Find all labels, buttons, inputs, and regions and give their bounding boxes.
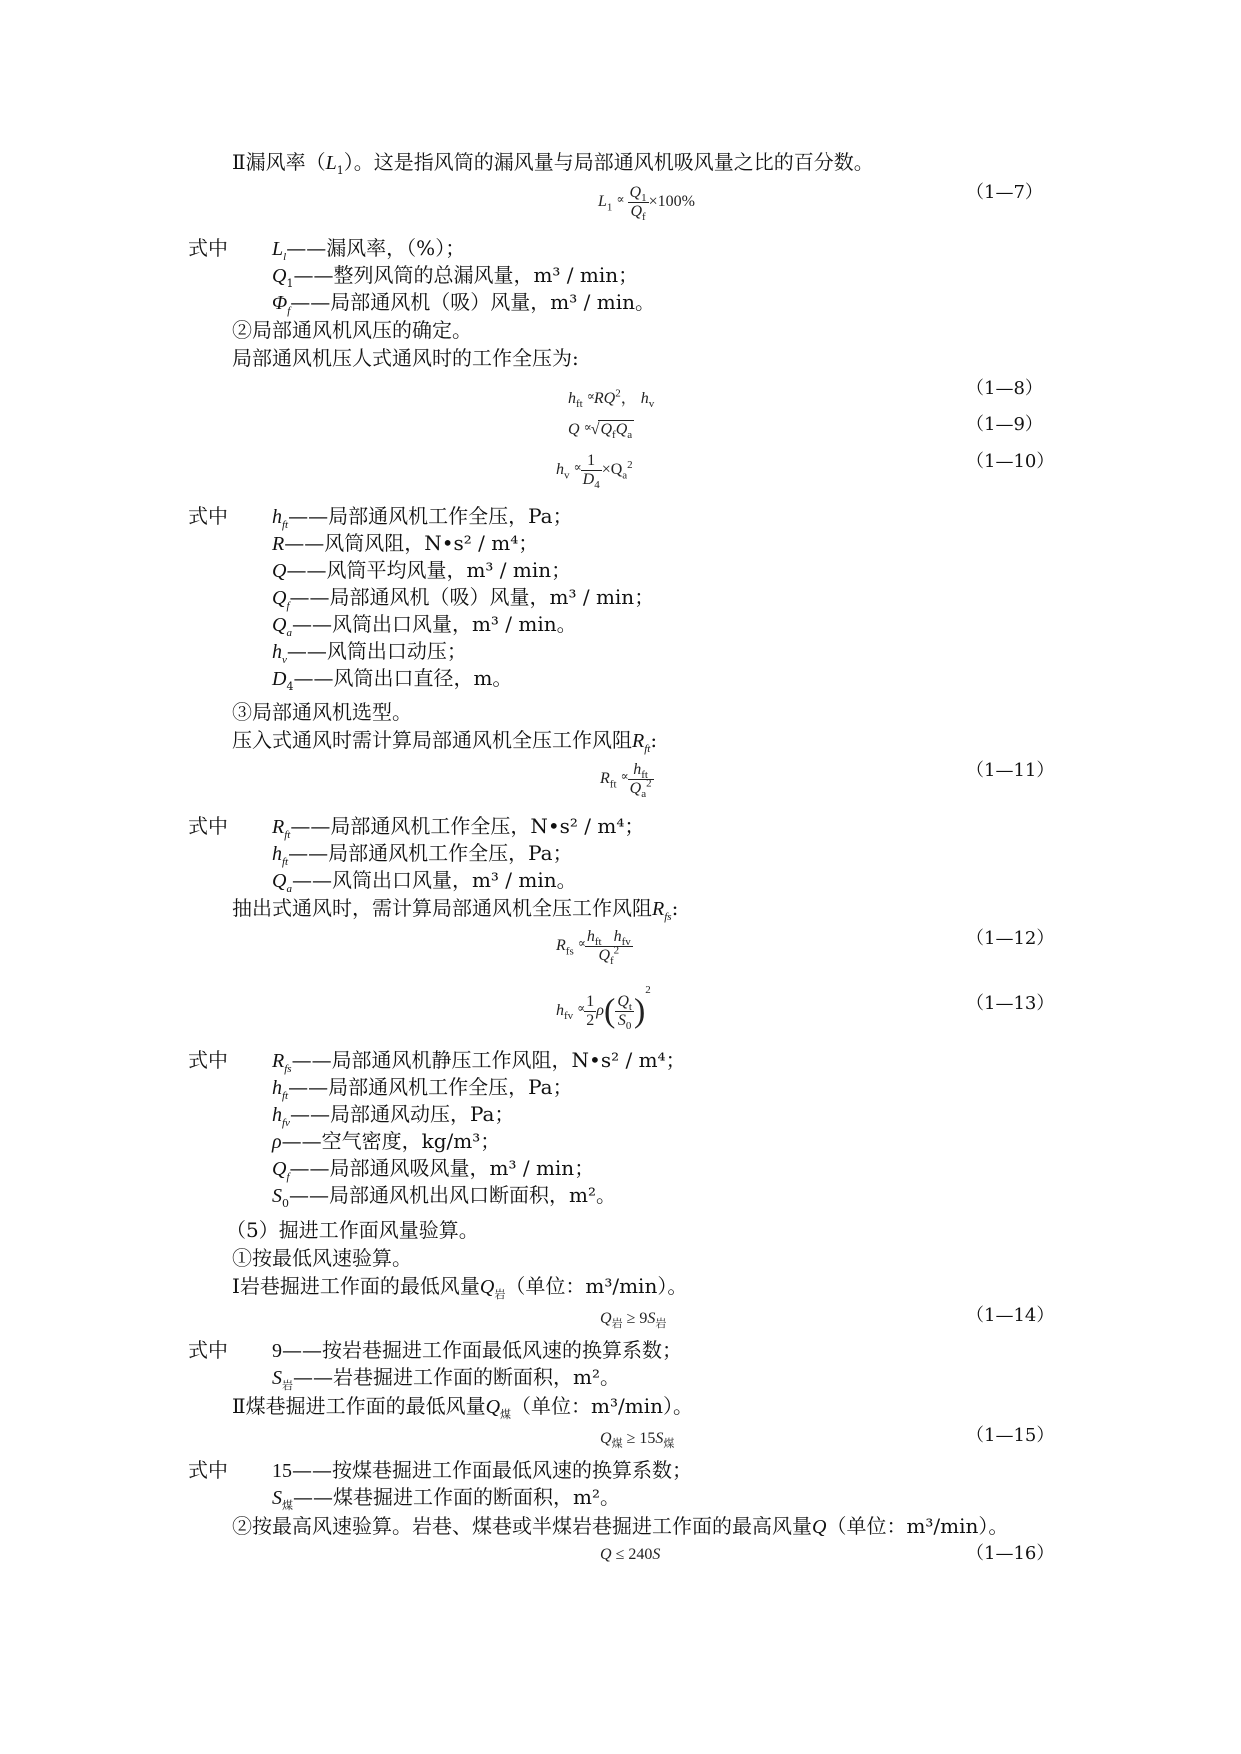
definition-symbol: Q bbox=[272, 870, 287, 892]
definition-symbol: h bbox=[272, 1104, 282, 1126]
definition-text: ——局部通风机工作全压，Pa； bbox=[288, 504, 573, 528]
paragraph-rock-min: Ⅰ岩巷掘进工作面的最低风量$Q_岩$（单位：m³/min）。 bbox=[232, 1274, 688, 1301]
definition-subscript: v bbox=[282, 654, 287, 666]
definition-item bbox=[272, 1129, 500, 1154]
paragraph-forced-ventilation: 局部通风机压人式通风时的工作全压为: bbox=[232, 346, 579, 370]
definition-item bbox=[272, 612, 577, 637]
definition-subscript: 岩 bbox=[282, 1379, 293, 1392]
where-label: 式中 bbox=[188, 1458, 228, 1482]
definition-symbol: L bbox=[272, 238, 284, 260]
paragraph-fan-selection: ③局部通风机选型。 bbox=[232, 700, 412, 724]
equation-1-11: $R_{ft}$ ∝ $\frac{h_{ft}}{Q_a^2}$ bbox=[600, 761, 652, 801]
where-label: 式中 bbox=[188, 814, 228, 838]
definition-text: ——局部通风动压，Pa； bbox=[289, 1102, 515, 1126]
definition-text: ——风筒出口风量，m³ / min。 bbox=[291, 868, 577, 892]
definition-text: ——局部通风机（吸）风量，m³ / min； bbox=[289, 585, 655, 609]
sqrt-icon: √ bbox=[590, 421, 600, 438]
definition-item bbox=[272, 1338, 682, 1363]
definition-item bbox=[272, 558, 571, 583]
definition-subscript: 4 bbox=[286, 680, 294, 693]
definition-subscript: 煤 bbox=[282, 1499, 293, 1512]
definition-text: ——局部通风机工作全压，N•s² / m⁴； bbox=[290, 814, 645, 838]
definition-subscript: 0 bbox=[282, 1197, 289, 1210]
definition-symbol: R bbox=[272, 1050, 285, 1072]
definition-text: ——局部通风机工作全压，Pa； bbox=[288, 1075, 573, 1099]
equation-1-14: $Q_岩 \ge 9S_岩$ bbox=[600, 1310, 667, 1331]
definition-item bbox=[272, 1365, 620, 1390]
where-label: 式中 bbox=[188, 1048, 228, 1072]
paragraph-text: ）。这是指风筒的漏风量与局部通风机吸风量之比的百分数。 bbox=[343, 150, 874, 174]
symbol: L bbox=[325, 152, 337, 174]
definition-item bbox=[272, 666, 512, 691]
definition-item bbox=[272, 504, 573, 529]
definition-item bbox=[272, 1183, 616, 1208]
equation-number: （1—8） bbox=[966, 378, 1043, 399]
definition-subscript: ft bbox=[282, 519, 289, 531]
definition-text: ——风筒平均风量，m³ / min； bbox=[286, 558, 572, 582]
equation-number: （1—7） bbox=[966, 182, 1043, 203]
definition-item bbox=[272, 531, 538, 556]
definition-subscript: a bbox=[286, 627, 292, 639]
paragraph-coal-min: Ⅱ煤巷掘进工作面的最低风量$Q_煤$（单位：m³/min）。 bbox=[232, 1394, 694, 1421]
where-label: 式中 bbox=[188, 236, 228, 260]
where-label: 式中 bbox=[188, 1338, 228, 1362]
paragraph-fan-pressure: ②局部通风机风压的确定。 bbox=[232, 318, 472, 342]
definition-symbol: h bbox=[272, 843, 282, 865]
definition-item bbox=[272, 1048, 686, 1073]
definition-text: ——局部通风机出风口断面积，m²。 bbox=[289, 1183, 616, 1207]
equation-number: （1—16） bbox=[966, 1543, 1055, 1564]
definition-symbol: S bbox=[272, 1185, 282, 1207]
definition-item bbox=[272, 814, 644, 839]
equation-number: （1—11） bbox=[966, 760, 1055, 781]
definition-item bbox=[272, 868, 577, 893]
definition-text: ——按煤巷掘进工作面最低风速的换算系数； bbox=[292, 1458, 692, 1482]
equation-number: （1—14） bbox=[966, 1305, 1055, 1326]
equation-number: （1—15） bbox=[966, 1425, 1055, 1446]
definition-symbol: S bbox=[272, 1367, 282, 1389]
paragraph-exhaust-resistance: 抽出式通风时，需计算局部通风机全压工作风阻$R_{fs}$: bbox=[232, 896, 679, 923]
definition-text: ——风筒出口风量，m³ / min。 bbox=[291, 612, 577, 636]
definition-text: ——局部通风吸风量，m³ / min； bbox=[289, 1156, 595, 1180]
definition-text: ——局部通风机工作全压，Pa； bbox=[288, 841, 573, 865]
equation-number: （1—9） bbox=[966, 414, 1043, 435]
paragraph-max-speed: ②按最高风速验算。岩巷、煤巷或半煤岩巷掘进工作面的最高风量Q（单位：m³/min）。 bbox=[232, 1514, 1009, 1538]
equation-number: （1—10） bbox=[966, 451, 1055, 472]
paragraph-leakage-rate bbox=[232, 150, 874, 175]
definition-symbol: h bbox=[272, 506, 282, 528]
definition-item bbox=[272, 1102, 514, 1127]
paragraph-forced-resistance: 压入式通风时需计算局部通风机全压工作风阻$R_{ft}$: bbox=[232, 728, 658, 755]
paragraph-min-speed: ①按最低风速验算。 bbox=[232, 1246, 412, 1270]
definition-symbol: Q bbox=[272, 614, 287, 636]
definition-text: ——局部通风机静压工作风阻，N•s² / m⁴； bbox=[291, 1048, 686, 1072]
definition-symbol: h bbox=[272, 641, 282, 663]
definition-text: ——风筒风阻，N•s² / m⁴； bbox=[284, 531, 539, 555]
definition-text: ——按岩巷掘进工作面最低风速的换算系数； bbox=[282, 1338, 682, 1362]
definition-text: ——岩巷掘进工作面的断面积，m²。 bbox=[293, 1365, 620, 1389]
definition-item bbox=[272, 236, 465, 261]
definition-item bbox=[272, 1458, 692, 1483]
definition-symbol: 9 bbox=[272, 1340, 282, 1362]
paragraph-text: Ⅱ漏风率（ bbox=[232, 150, 326, 174]
definition-text: ——煤巷掘进工作面的断面积，m²。 bbox=[293, 1485, 620, 1509]
definition-symbol: Q bbox=[272, 1158, 287, 1180]
definition-text: ——空气密度，kg/m³； bbox=[281, 1129, 501, 1153]
definition-item bbox=[272, 639, 467, 664]
equation-1-15: $Q_煤 \ge 15S_煤$ bbox=[600, 1430, 675, 1451]
definition-symbol: S bbox=[272, 1487, 282, 1509]
definition-subscript: ft bbox=[284, 829, 291, 841]
equation-1-8: $h_{ft} \propto RQ^2$， $h_v$ bbox=[568, 387, 655, 411]
definition-symbol: Φ bbox=[272, 292, 288, 314]
equation-1-13: $h_{fv}$ ∝ $\frac{1}{2}$ ρ( $\frac{Q_t}{S_0}$ )$^2$ bbox=[556, 984, 651, 1033]
equation-1-10: $h_v$ ∝ $\frac{1}{D_4}$ $\times Q_a^2$ bbox=[556, 452, 633, 492]
definition-symbol: h bbox=[272, 1077, 282, 1099]
definition-text: ——整列风筒的总漏风量，m³ / min； bbox=[293, 263, 639, 287]
definition-subscript: ft bbox=[282, 1090, 289, 1102]
definition-symbol: R bbox=[272, 533, 285, 555]
where-label: 式中 bbox=[188, 504, 228, 528]
definition-text: ——局部通风机（吸）风量，m³ / min。 bbox=[290, 290, 655, 314]
definition-subscript: ft bbox=[282, 856, 289, 868]
equation-1-16: Q ≤ 240S bbox=[600, 1546, 661, 1563]
definition-item bbox=[272, 290, 655, 315]
definition-item bbox=[272, 585, 654, 610]
definition-symbol: Q bbox=[272, 587, 287, 609]
definition-subscript: 1 bbox=[286, 277, 294, 290]
equation-number: （1—12） bbox=[966, 928, 1055, 949]
definition-subscript: a bbox=[286, 883, 292, 895]
definition-subscript: f bbox=[286, 600, 290, 612]
definition-item bbox=[272, 841, 573, 866]
definition-subscript: fs bbox=[284, 1063, 292, 1075]
definition-symbol: ρ bbox=[272, 1131, 282, 1153]
equation-number: （1—13） bbox=[966, 993, 1055, 1014]
definition-text: ——风筒出口动压； bbox=[286, 639, 467, 663]
definition-text: ——漏风率，（%）； bbox=[286, 236, 466, 260]
definition-symbol: D bbox=[272, 668, 287, 690]
definition-item bbox=[272, 1075, 573, 1100]
equation-1-7: $L_1$ ∝ $\frac{Q_1}{Q_f}$ ×100% bbox=[598, 184, 695, 224]
definition-subscript: f bbox=[287, 305, 291, 317]
definition-item bbox=[272, 1485, 620, 1510]
equation-1-12: $R_{fs}$ ∝ $\frac{h_{ft} h_{fv}}{Q_f^2}$ bbox=[556, 928, 631, 968]
definition-subscript: l bbox=[283, 251, 287, 263]
relation-glyph: ∝ bbox=[616, 192, 624, 207]
fraction: $\frac{Q_1}{Q_f}$ bbox=[629, 184, 647, 224]
subscript: 1 bbox=[336, 164, 344, 177]
definition-symbol: 15 bbox=[272, 1460, 292, 1482]
definition-symbol: R bbox=[272, 816, 285, 838]
definition-item bbox=[272, 263, 638, 288]
definition-symbol: Q bbox=[272, 560, 287, 582]
definition-subscript: f bbox=[286, 1171, 290, 1183]
equation-1-9: $Q \propto√Q_fQ_a$ bbox=[568, 420, 633, 442]
section-heading: （5）掘进工作面风量验算。 bbox=[226, 1218, 479, 1242]
definition-item bbox=[272, 1156, 594, 1181]
definition-subscript: fv bbox=[282, 1117, 290, 1129]
definition-symbol: Q bbox=[272, 265, 287, 287]
definition-text: ——风筒出口直径，m。 bbox=[293, 666, 513, 690]
